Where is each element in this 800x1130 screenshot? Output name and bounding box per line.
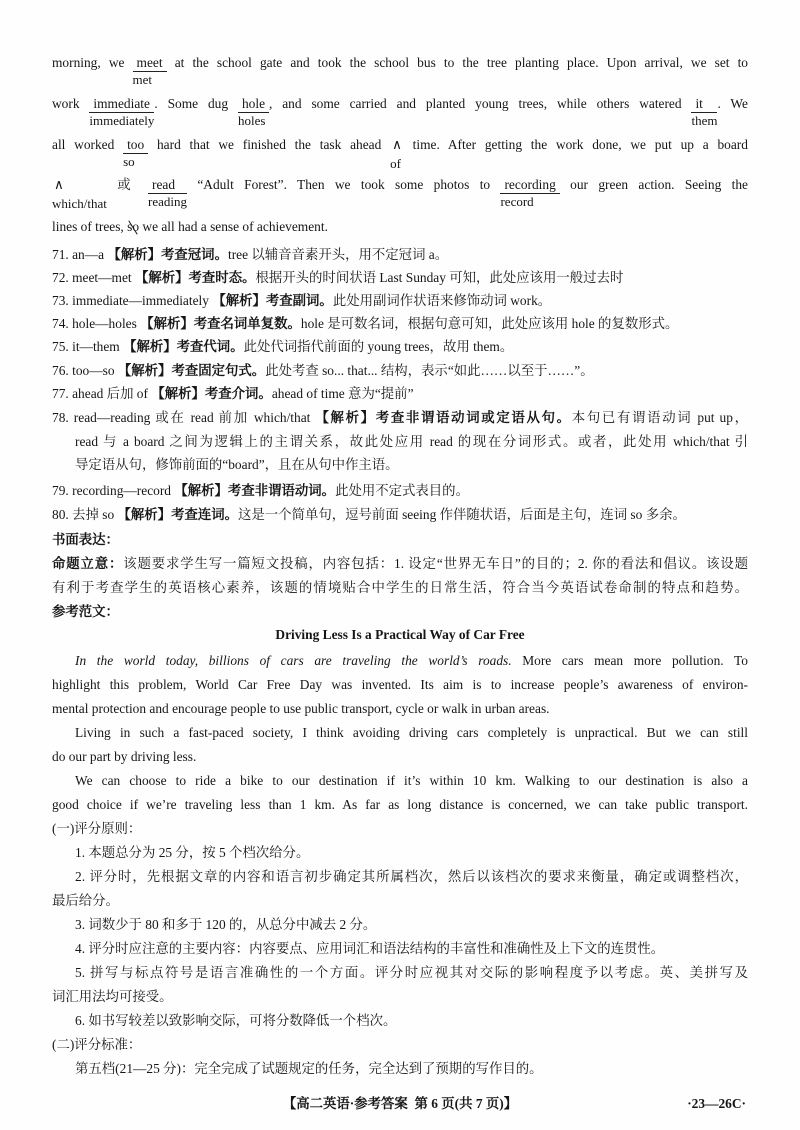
passage-text: 或 [117,177,138,192]
footer-code: ·23—26C· [687,1096,746,1111]
passage-text: lines of trees, [52,219,124,234]
passage-line-4 [52,176,748,212]
correction-mark [148,176,187,210]
answer-correction: hole—holes [72,316,137,331]
passage-line-3 [52,136,748,172]
essay-lead-sentence: In the world today, billions of cars are traveling the world’s roads. [75,653,512,668]
answer-number: 71. [52,247,69,262]
answer-77 [52,385,748,403]
analysis-tag: 【解析】考查介词。 [151,386,272,401]
analysis-tag: 【解析】考查非谓语动词。 [174,483,336,498]
essay-p3-line-2: good choice if we’re traveling less than 1 km. As far as long distance is concerned, we can take public transport. [52,797,748,812]
analysis-text: 此处用不定式表目的。 [335,483,469,498]
essay-p1-line-1 [75,652,748,670]
answer-correction: read—reading 或在 read 前加 which/that [73,410,311,425]
answer-correction: immediate—immediately [72,293,209,308]
analysis-tag: 【解析】考查时态。 [134,270,256,285]
answer-number: 80. [52,507,69,522]
analysis-text: 此处代词指代前面的 young trees，故用 them。 [243,339,514,354]
answer-78 [52,409,748,427]
corrected-word: so [123,154,135,169]
answer-number: 72. [52,270,69,285]
answer-75 [52,338,748,356]
answer-correction: it—them [72,339,120,354]
corrected-word: them [691,113,718,128]
scoring-item-5-continuation: 词汇用法均可接受。 [52,989,173,1004]
deleted-word: so [127,219,140,234]
scoring-standards-label: (二)评分标准： [52,1037,142,1052]
inserted-word: of [390,156,401,171]
corrected-word: reading [148,194,187,209]
answer-number: 73. [52,293,69,308]
answer-number: 79. [52,483,69,498]
caret-symbol: ∧ [392,137,402,152]
analysis-text: hole 是可数名词，根据句意可知，此处应该用 hole 的复数形式。 [300,316,679,331]
essay-title: Driving Less Is a Practical Way of Car Free [275,627,525,642]
answer-number: 74. [52,316,69,331]
corrected-word: met [132,72,153,87]
intent-label: 命题立意： [52,556,124,571]
writing-heading: 书面表达： [52,532,119,547]
essay-p2-line-1: Living in such a fast-paced society, I think avoiding driving cars completely is unpractical. But we can still [75,725,748,740]
analysis-text: 根据开头的时间状语 Last Sunday 可知，此处应该用一般过去时 [255,270,624,285]
original-word: it [691,95,717,113]
original-word: read [148,176,187,194]
analysis-tag: 【解析】考查冠词。 [107,247,228,262]
passage-line-5 [52,218,748,236]
passage-line-2 [52,95,748,129]
passage-text: , and some carried and planted young trees, while others watered [269,96,682,111]
passage-text: we all had a sense of achievement. [142,219,328,234]
answer-correction: an—a [72,247,105,262]
answer-number: 78. [52,410,69,425]
answer-73 [52,292,748,310]
page-footer [0,1095,800,1113]
essay-p3-line-1: We can choose to ride a bike to our destination if it’s within 10 km. Walking to our destination is also a [75,773,748,788]
scoring-item-5: 5. 拼写与标点符号是语言准确性的一个方面。评分时应视其对交际的影响程度予以考虑。英、美拼写及 [75,965,748,980]
answer-72 [52,269,748,287]
intent-line-1 [52,555,748,573]
sample-label: 参考范文： [52,604,119,619]
passage-text: time. After getting the work done, we put up a board [412,137,748,152]
original-word: immediate [89,95,154,113]
answer-79 [52,482,748,500]
analysis-tag: 【解析】考查副词。 [212,293,333,308]
passage-text: our green action. Seeing the [570,177,748,192]
essay-p1-line-2: highlight this problem, World Car Free Day was invented. Its aim is to increase people’s awareness of environ- [52,677,748,692]
correction-mark [238,95,269,129]
corrected-word: record [500,194,534,209]
answer-correction: recording—record [72,483,172,498]
correction-mark [89,95,154,129]
scoring-item-2-continuation: 最后给分。 [52,893,119,908]
analysis-text: 此处考查 so... that... 结构，表示“如此……以至于……”。 [265,363,594,378]
passage-text: work [52,96,80,111]
analysis-text: 本句已有谓语动词 put up， [571,410,749,425]
analysis-text: 这是一个简单句，逗号前面 seeing 作伴随状语，后面是主句，连词 so 多余。 [238,507,686,522]
corrected-word: immediately [89,113,155,128]
correction-mark [133,54,167,88]
analysis-tag: 【解析】考查非谓语动词或定语从句。 [315,410,572,425]
essay-p2-line-2: do our part by driving less. [52,749,197,764]
scoring-item-4: 4. 评分时应注意的主要内容：内容要点、应用词汇和语法结构的丰富性和准确性及上下文的连贯性。 [75,941,665,956]
scoring-principles-label: (一)评分原则： [52,821,142,836]
scoring-item-3: 3. 词数少于 80 和多于 120 的，从总分中减去 2 分。 [75,917,377,932]
answer-number: 75. [52,339,69,354]
answer-correction: too—so [72,363,115,378]
answer-number: 77. [52,386,69,401]
intent-line-2: 有利于考查学生的英语核心素养，该题的情境贴合中学生的日常生活，符合当今英语试卷命制的特点和趋势。 [52,580,748,595]
scoring-level-5: 第五档(21—25 分)：完全完成了试题规定的任务，完全达到了预期的写作目的。 [75,1061,543,1076]
corrected-word: holes [237,113,266,128]
passage-text: morning, we [52,55,125,70]
answer-number: 76. [52,363,69,378]
correction-mark [500,176,559,210]
answer-78-continuation: 导定语从句，修饰前面的“board”，且在从句中作主语。 [75,457,399,472]
passage-line-1 [52,54,748,88]
inserted-word: which/that [52,196,107,211]
essay-text: More cars mean more pollution. To [522,653,748,668]
analysis-text: tree 以辅音音素开头，用不定冠词 a。 [227,247,449,262]
essay-p1-line-3: mental protection and encourage people to use public transport, cycle or walk in urban areas. [52,701,550,716]
original-word: too [123,136,148,154]
passage-text: all worked [52,137,115,152]
analysis-tag: 【解析】考查连词。 [117,507,239,522]
analysis-tag: 【解析】考查代词。 [123,339,244,354]
answer-correction: ahead 后加 of [72,386,148,401]
scoring-item-6: 6. 如书写较差以致影响交际，可将分数降低一个档次。 [75,1013,397,1028]
answer-correction: 去掉 so [72,507,115,522]
footer-page-info: 【高二英语·参考答案 第 6 页(共 7 页)】 [282,1096,518,1111]
insertion-mark [390,136,404,172]
correction-mark [691,95,717,129]
analysis-text: ahead of time 意为“提前” [271,386,414,401]
passage-text: “Adult Forest”. Then we took some photos to [197,177,491,192]
insertion-mark [52,176,107,212]
intent-text: 该题要求学生写一篇短文投稿，内容包括：1. 设定“世界无车日”的目的；2. 你的看法和倡议。该设题 [123,556,748,571]
answer-74 [52,315,748,333]
caret-symbol: ∧ [54,177,64,192]
answer-correction: meet—met [72,270,132,285]
answer-78-continuation: read 与 a board 之间为逻辑上的主谓关系，故此处应用 read 的现在分词形式。或者，此处用 which/that 引 [75,434,748,449]
passage-text: hard that we finished the task ahead [156,137,382,152]
original-word: recording [500,176,559,194]
passage-text: at the school gate and took the school bus to the tree planting place. Upon arrival, we set to [174,55,748,70]
correction-mark [123,136,148,170]
answer-76 [52,362,748,380]
analysis-text: 此处用副词作状语来修饰动词 work。 [332,293,552,308]
analysis-tag: 【解析】考查名词单复数。 [140,316,301,331]
answer-71 [52,246,748,264]
passage-text: . Some dug [154,96,229,111]
analysis-tag: 【解析】考查固定句式。 [117,363,266,378]
answer-80 [52,506,748,524]
passage-text: . We [717,96,748,111]
original-word: hole [238,95,269,113]
scoring-item-2: 2. 评分时，先根据文章的内容和语言初步确定其所属档次，然后以该档次的要求来衡量，确定或调整档次， [75,869,748,884]
original-word: meet [133,54,167,72]
scoring-item-1: 1. 本题总分为 25 分，按 5 个档次给分。 [75,845,310,860]
